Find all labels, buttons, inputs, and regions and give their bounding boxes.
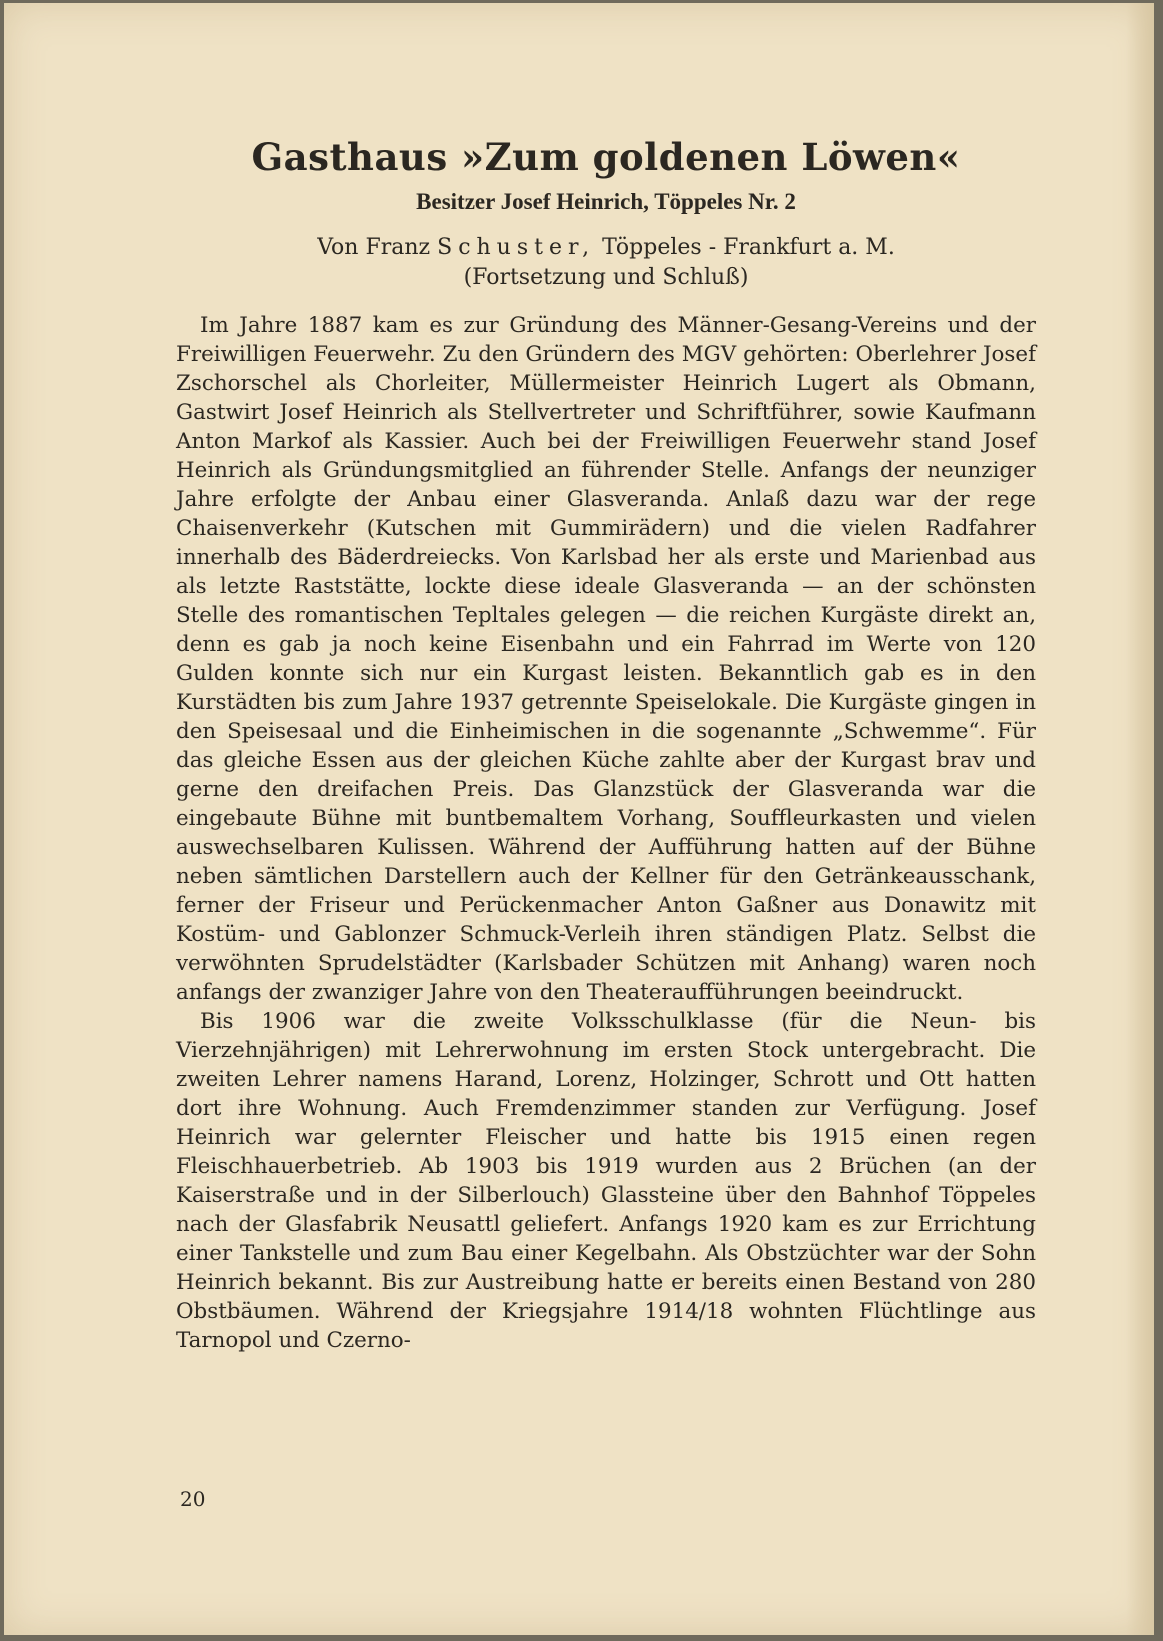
paragraph-1: Im Jahre 1887 kam es zur Gründung des Männer-Gesang-Vereins und der Freiwilligen Feuerwehr. Zu den Gründern des MGV gehörten: Oberlehrer Josef Zschorschel als Chorleiter, Müllermeister Heinrich Lugert als Obmann, Gastwirt Josef Heinrich als Stellvertreter und Schriftführer, sowie Kaufmann Anton Markof als Kassier. Auch bei der Freiwilligen Feuerwehr stand Josef Heinrich als Gründungsmitglied an führender Stelle. Anfangs der neunziger Jahre erfolgte der Anbau einer Glasveranda. Anlaß dazu war der rege Chaisenverkehr (Kutschen mit Gummirädern) und die vielen Radfahrer innerhalb des Bäderdreiecks. Von Karlsbad her als erste und Marienbad aus als letzte Raststätte, lockte diese ideale Glasveranda — an der schönsten Stelle des romantischen Tepltales gelegen — die reichen Kurgäste direkt an, denn es gab ja noch keine Eisenbahn und ein Fahrrad im Werte von 120 Gulden konnte sich nur ein Kurgast leisten. Bekanntlich gab es in den Kurstädten bis zum Jahre 1937 getrennte Speiselokale. Die Kurgäste gingen in den Speisesaal und die Einheimischen in die sogenannte „Schwemme“. Für das gleiche Essen aus der gleichen Küche zahlte aber der Kurgast brav und gerne den dreifachen Preis. Das Glanzstück der Glasveranda war die eingebaute Bühne mit buntbemaltem Vorhang, Souffleurkasten und vielen auswechselbaren Kulissen. Während der Aufführung hatten auf der Bühne neben sämtlichen Darstellern auch der Kellner für den Getränkeausschank, ferner der Friseur und Perückenmacher Anton Gaßner aus Donawitz mit Kostüm- und Gablonzer Schmuck-Verleih ihren ständigen Platz. Selbst die verwöhnten Sprudelstädter (Karlsbader Schützen mit Anhang) waren noch anfangs der zwanziger Jahre von den Theateraufführungen beeindruckt.: [176, 313, 1036, 1005]
continuation-note: (Fortsetzung und Schluß): [463, 265, 749, 290]
article-body: [176, 311, 1036, 1355]
article-byline: [176, 233, 1036, 263]
byline-prefix: Von Franz: [317, 235, 431, 260]
page-edge-shadow: [1126, 3, 1154, 1635]
article-title: Gasthaus »Zum goldenen Löwen«: [251, 135, 961, 179]
byline-suffix: Töppeles - Frankfurt a. M.: [602, 235, 895, 260]
page-number: 20: [180, 1487, 206, 1511]
paragraph-2: Bis 1906 war die zweite Volksschulklasse (für die Neun- bis Vierzehnjährigen) mit Lehrerwohnung im ersten Stock untergebracht. Die zweiten Lehrer namens Harand, Lorenz, Holzinger, Schrott und Ott hatten dort ihre Wohnung. Auch Fremdenzimmer standen zur Verfügung. Josef Heinrich war gelernter Fleischer und hatte bis 1915 einen regen Fleischhauerbetrieb. Ab 1903 bis 1919 wurden aus 2 Brüchen (an der Kaiserstraße und in der Silberlouch) Glassteine über den Bahnhof Töppeles nach der Glasfabrik Neusattl geliefert. Anfangs 1920 kam es zur Errichtung einer Tankstelle und zum Bau einer Kegelbahn. Als Obstzüchter war der Sohn Heinrich bekannt. Bis zur Austreibung hatte er bereits einen Bestand von 280 Obstbäumen. Während der Kriegsjahre 1914/18 wohnten Flüchtlinge aus Tarnopol und Czerno-: [176, 1009, 1036, 1353]
document-page: [4, 3, 1154, 1635]
article: [176, 133, 1036, 1355]
article-subtitle: Besitzer Josef Heinrich, Töppeles Nr. 2: [416, 189, 796, 214]
byline-author: Schuster,: [437, 235, 596, 260]
